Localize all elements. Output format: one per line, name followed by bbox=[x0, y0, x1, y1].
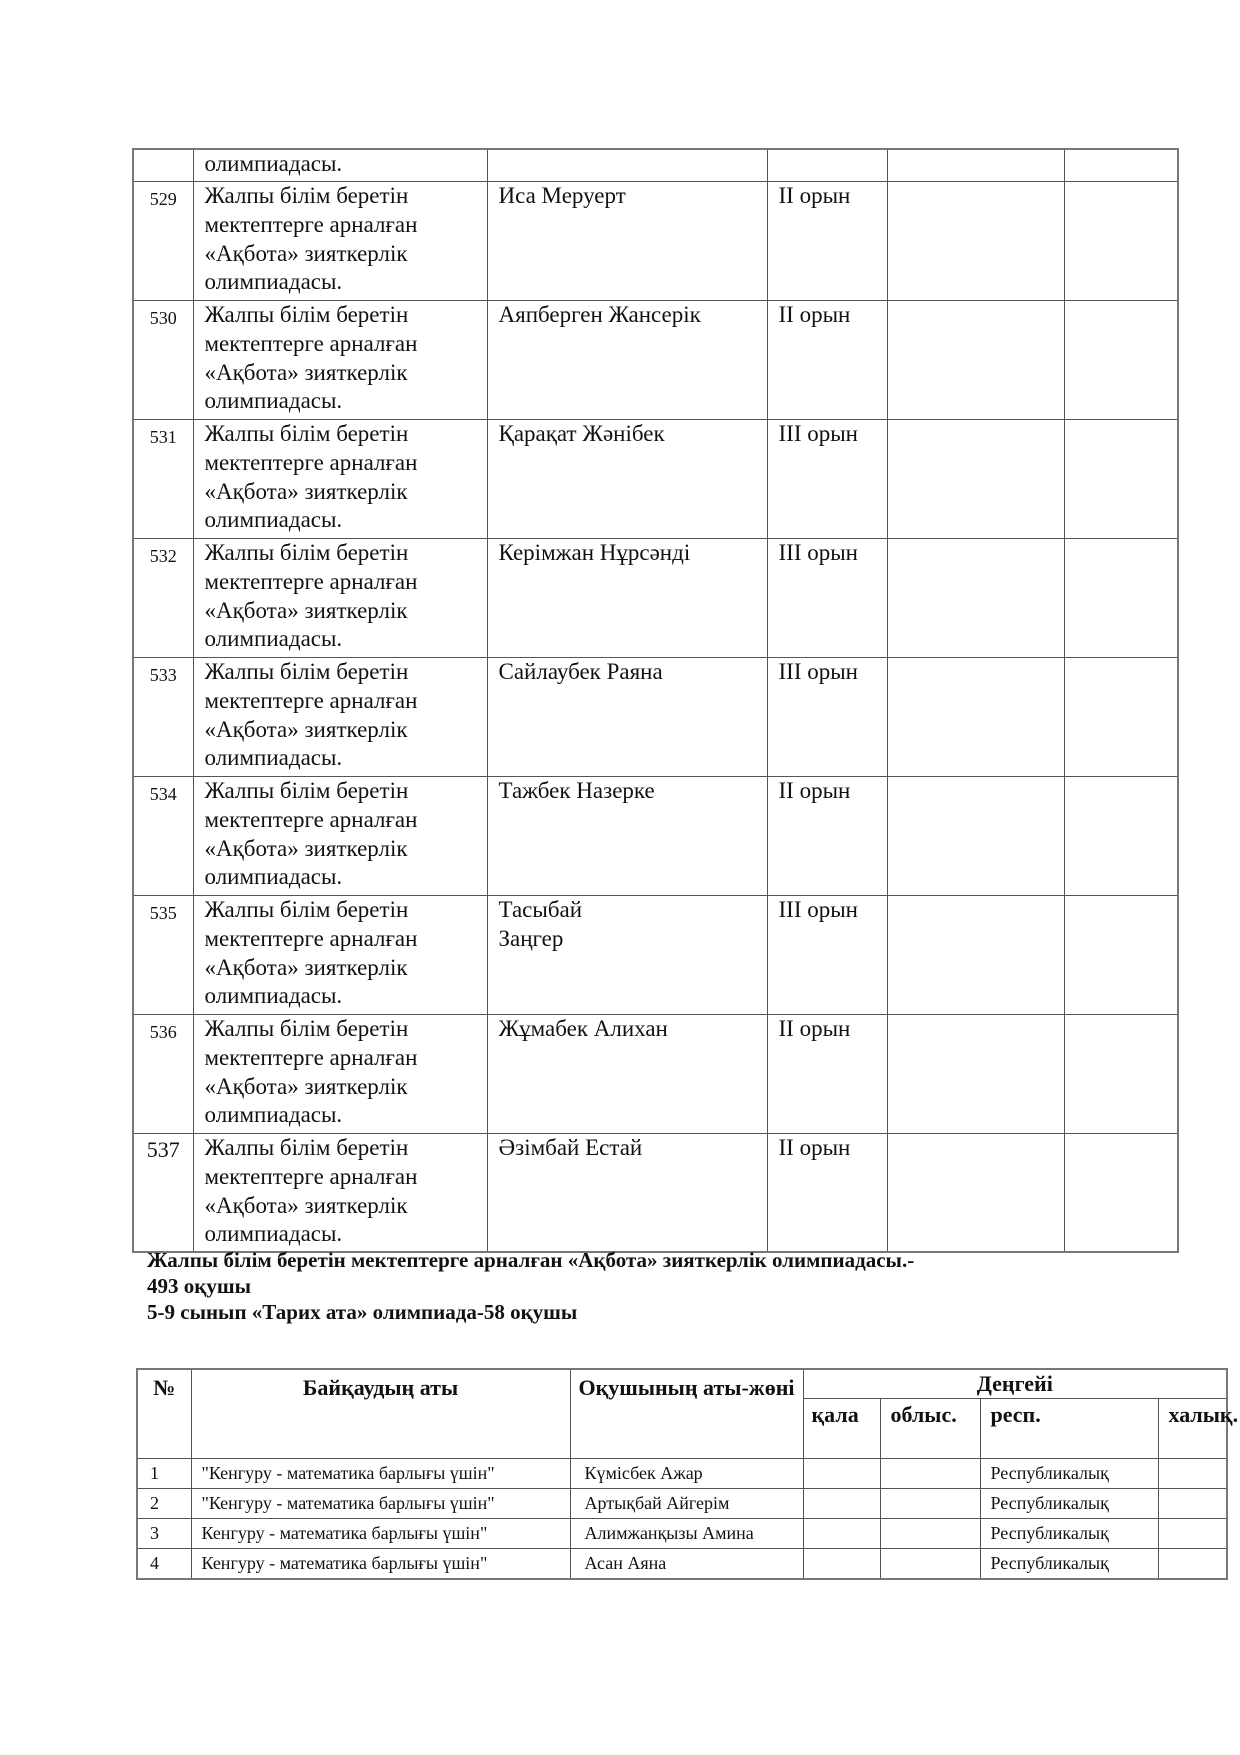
event-cell bbox=[193, 149, 487, 182]
empty-cell bbox=[887, 777, 1064, 896]
international-level-cell bbox=[1158, 1519, 1227, 1549]
event-cell: Кенгуру - математика барлығы үшін" bbox=[191, 1519, 570, 1549]
event-text-line: олимпиадасы. bbox=[204, 388, 343, 414]
republic-level-cell: Республикалық bbox=[980, 1549, 1158, 1580]
place-cell: II орын bbox=[767, 1015, 887, 1134]
student-name-cell bbox=[487, 149, 767, 182]
table-row bbox=[133, 539, 1178, 658]
event-text-line: «Ақбота» зияткерлік bbox=[204, 835, 408, 861]
event-text-line: олимпиадасы. bbox=[204, 745, 343, 771]
row-number-cell: 3 bbox=[137, 1519, 191, 1549]
table-row-continuation bbox=[133, 149, 1178, 182]
header-international: халық. bbox=[1158, 1399, 1227, 1459]
event-text-line: мектептерге арналған bbox=[204, 925, 418, 951]
row-number-cell: 537 bbox=[133, 1134, 193, 1253]
place-cell bbox=[767, 149, 887, 182]
city-level-cell bbox=[803, 1459, 880, 1489]
event-text-line: Жалпы білім беретін bbox=[204, 183, 409, 208]
table-row bbox=[137, 1519, 1227, 1549]
city-level-cell bbox=[803, 1549, 880, 1580]
table-row bbox=[137, 1459, 1227, 1489]
empty-cell bbox=[887, 182, 1064, 301]
event-cell bbox=[193, 539, 487, 658]
student-name-line: Қарақат Жәнібек bbox=[498, 421, 665, 446]
place-cell: II орын bbox=[767, 777, 887, 896]
table-row bbox=[133, 896, 1178, 1015]
table-row bbox=[133, 420, 1178, 539]
row-number-cell: 2 bbox=[137, 1489, 191, 1519]
empty-cell bbox=[887, 1134, 1064, 1253]
event-text-line: Жалпы білім беретін bbox=[204, 1135, 409, 1160]
event-text-line: «Ақбота» зияткерлік bbox=[204, 478, 408, 504]
summary-line-tarih-ata: 5-9 сынып «Тарих ата» олимпиада-58 оқушы bbox=[147, 1300, 578, 1324]
event-text-line: олимпиадасы. bbox=[204, 269, 343, 295]
student-name-cell: Алимжанқызы Амина bbox=[570, 1519, 803, 1549]
student-name-cell: Күмісбек Ажар bbox=[570, 1459, 803, 1489]
student-name-line: Тажбек Назерке bbox=[498, 778, 655, 803]
table-row bbox=[137, 1549, 1227, 1580]
place-cell: III орын bbox=[767, 539, 887, 658]
row-number-cell: 1 bbox=[137, 1459, 191, 1489]
event-text-line: олимпиадасы. bbox=[204, 1102, 343, 1128]
event-text-line: олимпиадасы. bbox=[204, 983, 343, 1009]
student-name-line: Әзімбай Естай bbox=[498, 1135, 643, 1160]
republic-level-cell: Республикалық bbox=[980, 1519, 1158, 1549]
event-text-line: мектептерге арналған bbox=[204, 1163, 418, 1189]
student-name-cell bbox=[487, 182, 767, 301]
table-row bbox=[133, 301, 1178, 420]
place-cell: II орын bbox=[767, 1134, 887, 1253]
row-number-cell: 529 bbox=[133, 182, 193, 301]
event-text-line: мектептерге арналған bbox=[204, 568, 418, 594]
student-name-line: Жұмабек Алихан bbox=[498, 1016, 668, 1041]
empty-cell bbox=[887, 896, 1064, 1015]
table-row bbox=[133, 1015, 1178, 1134]
empty-cell bbox=[1064, 539, 1178, 658]
row-number-cell: 536 bbox=[133, 1015, 193, 1134]
student-name-cell: Асан Аяна bbox=[570, 1549, 803, 1580]
event-cell bbox=[193, 420, 487, 539]
region-level-cell bbox=[880, 1549, 980, 1580]
row-number-cell: 535 bbox=[133, 896, 193, 1015]
summary-line-akbota: Жалпы білім беретін мектептерге арналған «Ақбота» зияткерлік олимпиадасы.- bbox=[147, 1248, 915, 1272]
row-number-cell: 530 bbox=[133, 301, 193, 420]
student-name-line: Тасыбай bbox=[498, 897, 583, 922]
event-cell bbox=[193, 777, 487, 896]
olympiad-results-table bbox=[132, 148, 1179, 1253]
city-level-cell bbox=[803, 1489, 880, 1519]
region-level-cell bbox=[880, 1489, 980, 1519]
event-text-line: мектептерге арналған bbox=[204, 806, 418, 832]
place-cell: II орын bbox=[767, 301, 887, 420]
event-text-line: мектептерге арналған bbox=[204, 687, 418, 713]
table-row bbox=[133, 658, 1178, 777]
place-cell: III орын bbox=[767, 420, 887, 539]
empty-cell bbox=[887, 658, 1064, 777]
region-level-cell bbox=[880, 1519, 980, 1549]
event-text: олимпиадасы. bbox=[204, 151, 343, 176]
row-number-cell: 534 bbox=[133, 777, 193, 896]
event-text-line: «Ақбота» зияткерлік bbox=[204, 1192, 408, 1218]
event-text-line: «Ақбота» зияткерлік bbox=[204, 1073, 408, 1099]
event-cell bbox=[193, 896, 487, 1015]
empty-cell bbox=[1064, 182, 1178, 301]
event-text-line: «Ақбота» зияткерлік bbox=[204, 240, 408, 266]
event-text-line: олимпиадасы. bbox=[204, 1221, 343, 1247]
region-level-cell bbox=[880, 1459, 980, 1489]
student-name-cell bbox=[487, 1015, 767, 1134]
event-text-line: мектептерге арналған bbox=[204, 330, 418, 356]
student-name-line: Иса Меруерт bbox=[498, 183, 626, 208]
event-text-line: «Ақбота» зияткерлік bbox=[204, 954, 408, 980]
empty-cell bbox=[887, 149, 1064, 182]
event-text-line: Жалпы білім беретін bbox=[204, 540, 409, 565]
student-name-cell bbox=[487, 301, 767, 420]
table-row bbox=[137, 1489, 1227, 1519]
row-number-cell: 531 bbox=[133, 420, 193, 539]
header-republic: респ. bbox=[980, 1399, 1158, 1459]
header-student-name: Оқушының аты-жөні bbox=[570, 1369, 803, 1459]
table-row bbox=[133, 777, 1178, 896]
event-text-line: мектептерге арналған bbox=[204, 211, 418, 237]
empty-cell bbox=[887, 301, 1064, 420]
student-name-cell bbox=[487, 658, 767, 777]
header-event: Байқаудың аты bbox=[191, 1369, 570, 1459]
empty-cell bbox=[887, 420, 1064, 539]
header-region: облыс. bbox=[880, 1399, 980, 1459]
empty-cell bbox=[1064, 149, 1178, 182]
row-number-cell: 4 bbox=[137, 1549, 191, 1580]
event-text-line: «Ақбота» зияткерлік bbox=[204, 359, 408, 385]
header-number: № bbox=[137, 1369, 191, 1459]
event-text-line: Жалпы білім беретін bbox=[204, 897, 409, 922]
row-number-cell bbox=[133, 149, 193, 182]
event-text-line: мектептерге арналған bbox=[204, 1044, 418, 1070]
place-cell: III орын bbox=[767, 658, 887, 777]
student-name-line: Керімжан Нұрсәнді bbox=[498, 540, 691, 565]
header-row bbox=[137, 1369, 1227, 1399]
event-cell bbox=[193, 1015, 487, 1134]
summary-line-count: 493 оқушы bbox=[147, 1274, 251, 1298]
event-text-line: олимпиадасы. bbox=[204, 864, 343, 890]
event-text-line: Жалпы білім беретін bbox=[204, 778, 409, 803]
event-text-line: «Ақбота» зияткерлік bbox=[204, 597, 408, 623]
summary-text bbox=[147, 1247, 914, 1325]
event-cell bbox=[193, 1134, 487, 1253]
empty-cell bbox=[1064, 896, 1178, 1015]
place-cell: III орын bbox=[767, 896, 887, 1015]
international-level-cell bbox=[1158, 1549, 1227, 1580]
event-text-line: олимпиадасы. bbox=[204, 507, 343, 533]
event-text-line: Жалпы білім беретін bbox=[204, 659, 409, 684]
student-name-cell bbox=[487, 1134, 767, 1253]
international-level-cell bbox=[1158, 1489, 1227, 1519]
student-name-cell bbox=[487, 777, 767, 896]
competition-levels-table bbox=[136, 1368, 1239, 1580]
event-text-line: Жалпы білім беретін bbox=[204, 421, 409, 446]
header-city: қала bbox=[803, 1399, 880, 1459]
place-cell: II орын bbox=[767, 182, 887, 301]
event-cell: "Кенгуру - математика барлығы үшін" bbox=[191, 1489, 570, 1519]
event-cell: "Кенгуру - математика барлығы үшін" bbox=[191, 1459, 570, 1489]
event-cell: Кенгуру - математика барлығы үшін" bbox=[191, 1549, 570, 1580]
event-text-line: «Ақбота» зияткерлік bbox=[204, 716, 408, 742]
event-text-line: Жалпы білім беретін bbox=[204, 302, 409, 327]
row-number-cell: 532 bbox=[133, 539, 193, 658]
event-cell bbox=[193, 658, 487, 777]
event-text-line: олимпиадасы. bbox=[204, 626, 343, 652]
empty-cell bbox=[1064, 301, 1178, 420]
student-name-cell: Артықбай Айгерім bbox=[570, 1489, 803, 1519]
student-name-cell bbox=[487, 539, 767, 658]
student-name-cell bbox=[487, 896, 767, 1015]
empty-cell bbox=[1064, 420, 1178, 539]
international-level-cell bbox=[1158, 1459, 1227, 1489]
student-name-cell bbox=[487, 420, 767, 539]
student-name-line: Аяпберген Жансерік bbox=[498, 302, 701, 327]
empty-cell bbox=[887, 1015, 1064, 1134]
empty-cell bbox=[1064, 777, 1178, 896]
event-cell bbox=[193, 301, 487, 420]
row-number-cell: 533 bbox=[133, 658, 193, 777]
header-level: Деңгейі bbox=[803, 1369, 1227, 1399]
city-level-cell bbox=[803, 1519, 880, 1549]
event-text-line: мектептерге арналған bbox=[204, 449, 418, 475]
student-name-line: Сайлаубек Раяна bbox=[498, 659, 663, 684]
table-row bbox=[133, 182, 1178, 301]
republic-level-cell: Республикалық bbox=[980, 1489, 1158, 1519]
empty-cell bbox=[1064, 1134, 1178, 1253]
empty-cell bbox=[1064, 658, 1178, 777]
empty-cell bbox=[1064, 1015, 1178, 1134]
event-cell bbox=[193, 182, 487, 301]
event-text-line: Жалпы білім беретін bbox=[204, 1016, 409, 1041]
student-name-line: Заңгер bbox=[498, 925, 564, 951]
republic-level-cell: Республикалық bbox=[980, 1459, 1158, 1489]
table-row bbox=[133, 1134, 1178, 1253]
empty-cell bbox=[887, 539, 1064, 658]
